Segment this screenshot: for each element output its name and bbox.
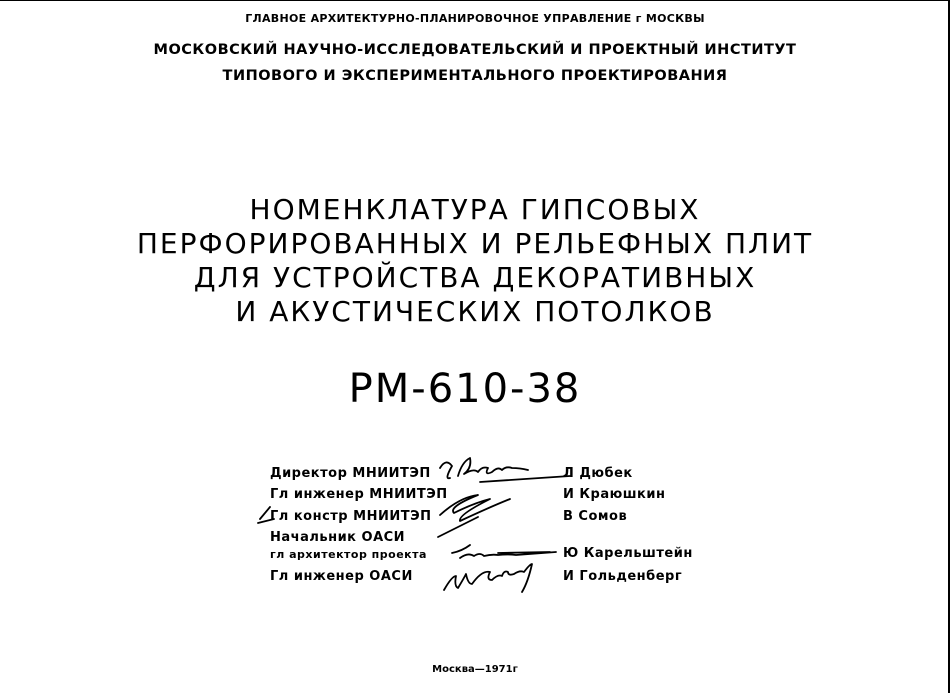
signature-chief-engineer-oasi (444, 564, 532, 592)
signatory-role-head-oasi: Начальник ОАСИ (270, 530, 406, 545)
page-top-border (0, 0, 950, 4)
signature-director (440, 458, 570, 482)
signatory-name-chief-engineer-oasi: И Гольденберг (563, 569, 683, 584)
signatory-role-chief-constructor: Гл констр МНИИТЭП (270, 509, 432, 524)
title-line-3: ДЛЯ УСТРОЙСТВА ДЕКОРАТИВНЫХ (193, 261, 757, 294)
title-line-2: ПЕРФОРИРОВАННЫХ И РЕЛЬЕФНЫХ ПЛИТ (136, 227, 814, 260)
title-line-1: НОМЕНКЛАТУРА ГИПСОВЫХ (249, 193, 701, 226)
place-and-year: Москва—1971г (432, 664, 518, 675)
org-line-1: ГЛАВНОЕ АРХИТЕКТУРНО-ПЛАНИРОВОЧНОЕ УПРАВЛЕНИЕ г МОСКВЫ (245, 12, 705, 25)
org-line-2: МОСКОВСКИЙ НАУЧНО-ИССЛЕДОВАТЕЛЬСКИЙ И ПРОЕКТНЫЙ ИНСТИТУТ (153, 42, 797, 58)
signatory-role-chief-engineer-oasi: Гл инженер ОАСИ (270, 569, 413, 584)
document-code: РМ-610-38 (348, 366, 582, 412)
signature-chief-architect (452, 545, 556, 558)
signatory-name-chief-engineer: И Краюшкин (563, 487, 666, 502)
signatory-role-director: Директор МНИИТЭП (270, 466, 431, 481)
signatory-name-chief-architect: Ю Карельштейн (563, 546, 693, 561)
title-line-4: И АКУСТИЧЕСКИХ ПОТОЛКОВ (235, 295, 715, 328)
signatory-role-chief-engineer: Гл инженер МНИИТЭП (270, 487, 448, 502)
signatory-name-chief-constructor: В Сомов (563, 509, 628, 524)
org-line-3: ТИПОВОГО И ЭКСПЕРИМЕНТАЛЬНОГО ПРОЕКТИРОВАНИЯ (222, 68, 728, 84)
signatory-name-director: Л Дюбек (563, 466, 633, 481)
signatory-role-chief-architect: гл архитектор проекта (270, 548, 427, 561)
